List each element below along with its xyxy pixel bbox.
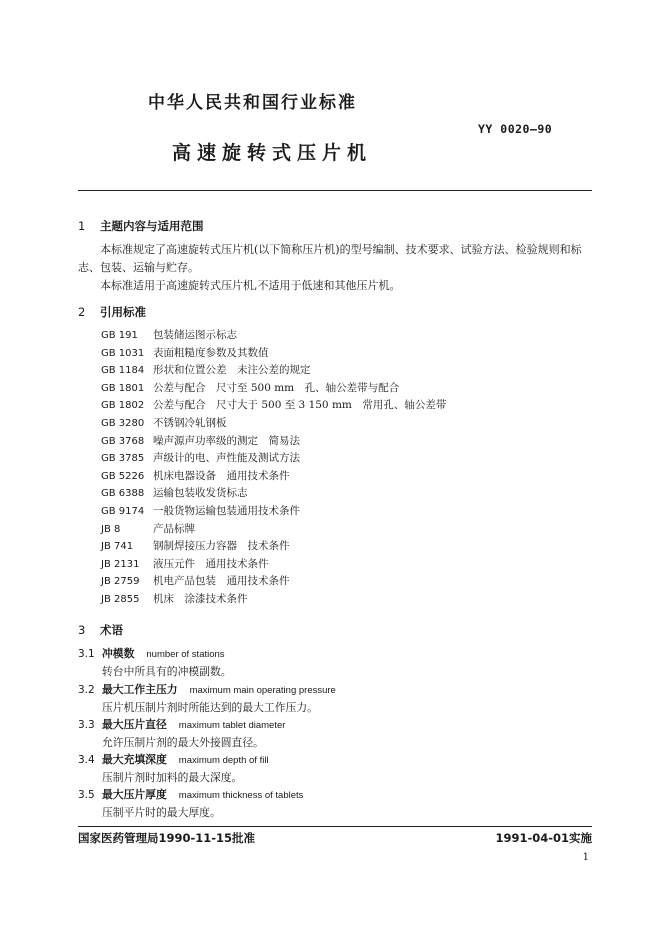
document-title: 高速旋转式压片机 — [172, 142, 373, 164]
term-entry — [78, 682, 592, 717]
section-3-heading — [78, 622, 123, 638]
standard-code: JB 2855 — [101, 593, 140, 605]
standard-code: GB 6388 — [101, 488, 145, 500]
list-item — [101, 485, 446, 503]
term-chinese: 最大充填深度 — [102, 753, 167, 766]
approval-statement: 国家医药管理局1990-11-15批准 — [78, 831, 256, 845]
standard-code: JB 2131 — [101, 558, 140, 570]
term-chinese: 冲模数 — [102, 647, 135, 660]
standard-title: 机电产品包装 通用技术条件 — [153, 575, 290, 588]
standard-title: 运输包装收发货标志 — [153, 487, 248, 500]
standard-title: 一般货物运输包装通用技术条件 — [153, 504, 300, 517]
standard-code: GB 3280 — [101, 417, 145, 429]
implementation-date: 1991-04-01实施 — [495, 831, 592, 845]
section-number: 3 — [78, 623, 86, 637]
standard-code: JB 741 — [101, 541, 134, 553]
section-title: 术语 — [100, 623, 123, 637]
standard-title: 公差与配合 尺寸至 500 mm 孔、轴公差带与配合 — [153, 381, 400, 394]
list-item — [101, 433, 446, 451]
standard-title: 钢制焊接压力容器 技术条件 — [153, 540, 290, 553]
section-1-paragraph-2: 本标准适用于高速旋转式压片机,不适用于低速和其他压片机。 — [100, 279, 401, 292]
list-item — [101, 415, 446, 433]
standard-code: GB 3785 — [101, 453, 145, 465]
section-1-heading — [78, 218, 204, 234]
standard-title: 机床 涂漆技术条件 — [153, 592, 248, 605]
section-1-paragraph-1: 本标准规定了高速旋转式压片机(以下简称压片机)的型号编制、技术要求、试验方法、检验规则和标志、包装、运输与贮存。 — [78, 243, 582, 274]
standard-title: 产品标牌 — [153, 522, 195, 535]
section-title: 引用标准 — [100, 305, 146, 319]
page-number: 1 — [582, 852, 589, 863]
term-entry — [78, 717, 592, 752]
standard-code: JB 8 — [101, 523, 121, 535]
standard-title: 噪声源声功率级的测定 简易法 — [153, 434, 300, 447]
standard-title: 表面粗糙度参数及其数值 — [153, 346, 269, 359]
term-entry — [78, 787, 592, 822]
list-item — [101, 345, 446, 363]
term-number: 3.1 — [78, 648, 95, 660]
term-chinese: 最大压片厚度 — [102, 788, 167, 801]
term-english: maximum tablet diameter — [178, 720, 286, 731]
section-number: 2 — [78, 305, 86, 319]
list-item — [101, 450, 446, 468]
standard-title: 不锈钢冷轧钢板 — [153, 416, 227, 429]
term-entry — [78, 646, 592, 681]
term-chinese: 最大压片直径 — [102, 718, 167, 731]
term-chinese: 最大工作主压力 — [102, 683, 178, 696]
list-item — [101, 380, 446, 398]
term-number: 3.2 — [78, 684, 95, 696]
term-english: maximum main operating pressure — [189, 685, 336, 696]
standard-title: 机床电器设备 通用技术条件 — [153, 469, 290, 482]
section-title: 主题内容与适用范围 — [100, 219, 204, 233]
standard-category-title: 中华人民共和国行业标准 — [148, 93, 357, 113]
term-number: 3.4 — [78, 754, 95, 766]
term-english: maximum depth of fill — [178, 755, 269, 766]
list-item — [101, 397, 446, 415]
header-divider — [78, 190, 592, 191]
term-definition: 压制平片时的最大厚度。 — [102, 806, 221, 819]
list-item — [101, 362, 446, 380]
standard-code: GB 3768 — [101, 435, 145, 447]
standard-title: 液压元件 通用技术条件 — [153, 557, 269, 570]
standard-title: 公差与配合 尺寸大于 500 至 3 150 mm 常用孔、轴公差带 — [153, 399, 447, 412]
standard-title: 包装储运图示标志 — [153, 329, 237, 341]
list-item — [101, 591, 446, 609]
standard-code: JB 2759 — [101, 576, 140, 588]
standard-title: 声级计的电、声性能及测试方法 — [153, 452, 300, 465]
standard-code: GB 1031 — [101, 347, 145, 359]
term-definition: 压制片剂时加料的最大深度。 — [102, 771, 243, 784]
section-number: 1 — [78, 219, 86, 233]
list-item — [101, 538, 446, 556]
standard-code: GB 1802 — [101, 400, 145, 412]
footer-divider — [78, 826, 592, 827]
term-definition: 允许压制片剂的最大外接圆直径。 — [102, 736, 264, 749]
term-definition: 压片机压制片剂时所能达到的最大工作压力。 — [102, 701, 318, 714]
term-definition: 转台中所具有的冲模副数。 — [102, 665, 232, 678]
standard-number: YY 0020—90 — [478, 122, 553, 136]
list-item — [101, 503, 446, 521]
term-number: 3.3 — [78, 719, 95, 731]
standard-code: GB 1184 — [101, 365, 145, 377]
term-entry — [78, 752, 592, 787]
list-item — [101, 521, 446, 539]
standard-code: GB 1801 — [101, 382, 145, 394]
referenced-standards-list — [101, 327, 446, 609]
standard-code: GB 191 — [101, 330, 138, 341]
list-item — [101, 556, 446, 574]
standard-code: GB 9174 — [101, 505, 145, 517]
section-2-heading — [78, 304, 146, 320]
term-number: 3.5 — [78, 789, 95, 801]
list-item — [101, 468, 446, 486]
term-english: number of stations — [146, 649, 225, 660]
term-english: maximum thickness of tablets — [178, 790, 304, 801]
standard-code: GB 5226 — [101, 470, 145, 482]
standard-title: 形状和位置公差 未注公差的规定 — [153, 364, 311, 377]
list-item — [101, 327, 446, 345]
list-item — [101, 573, 446, 591]
